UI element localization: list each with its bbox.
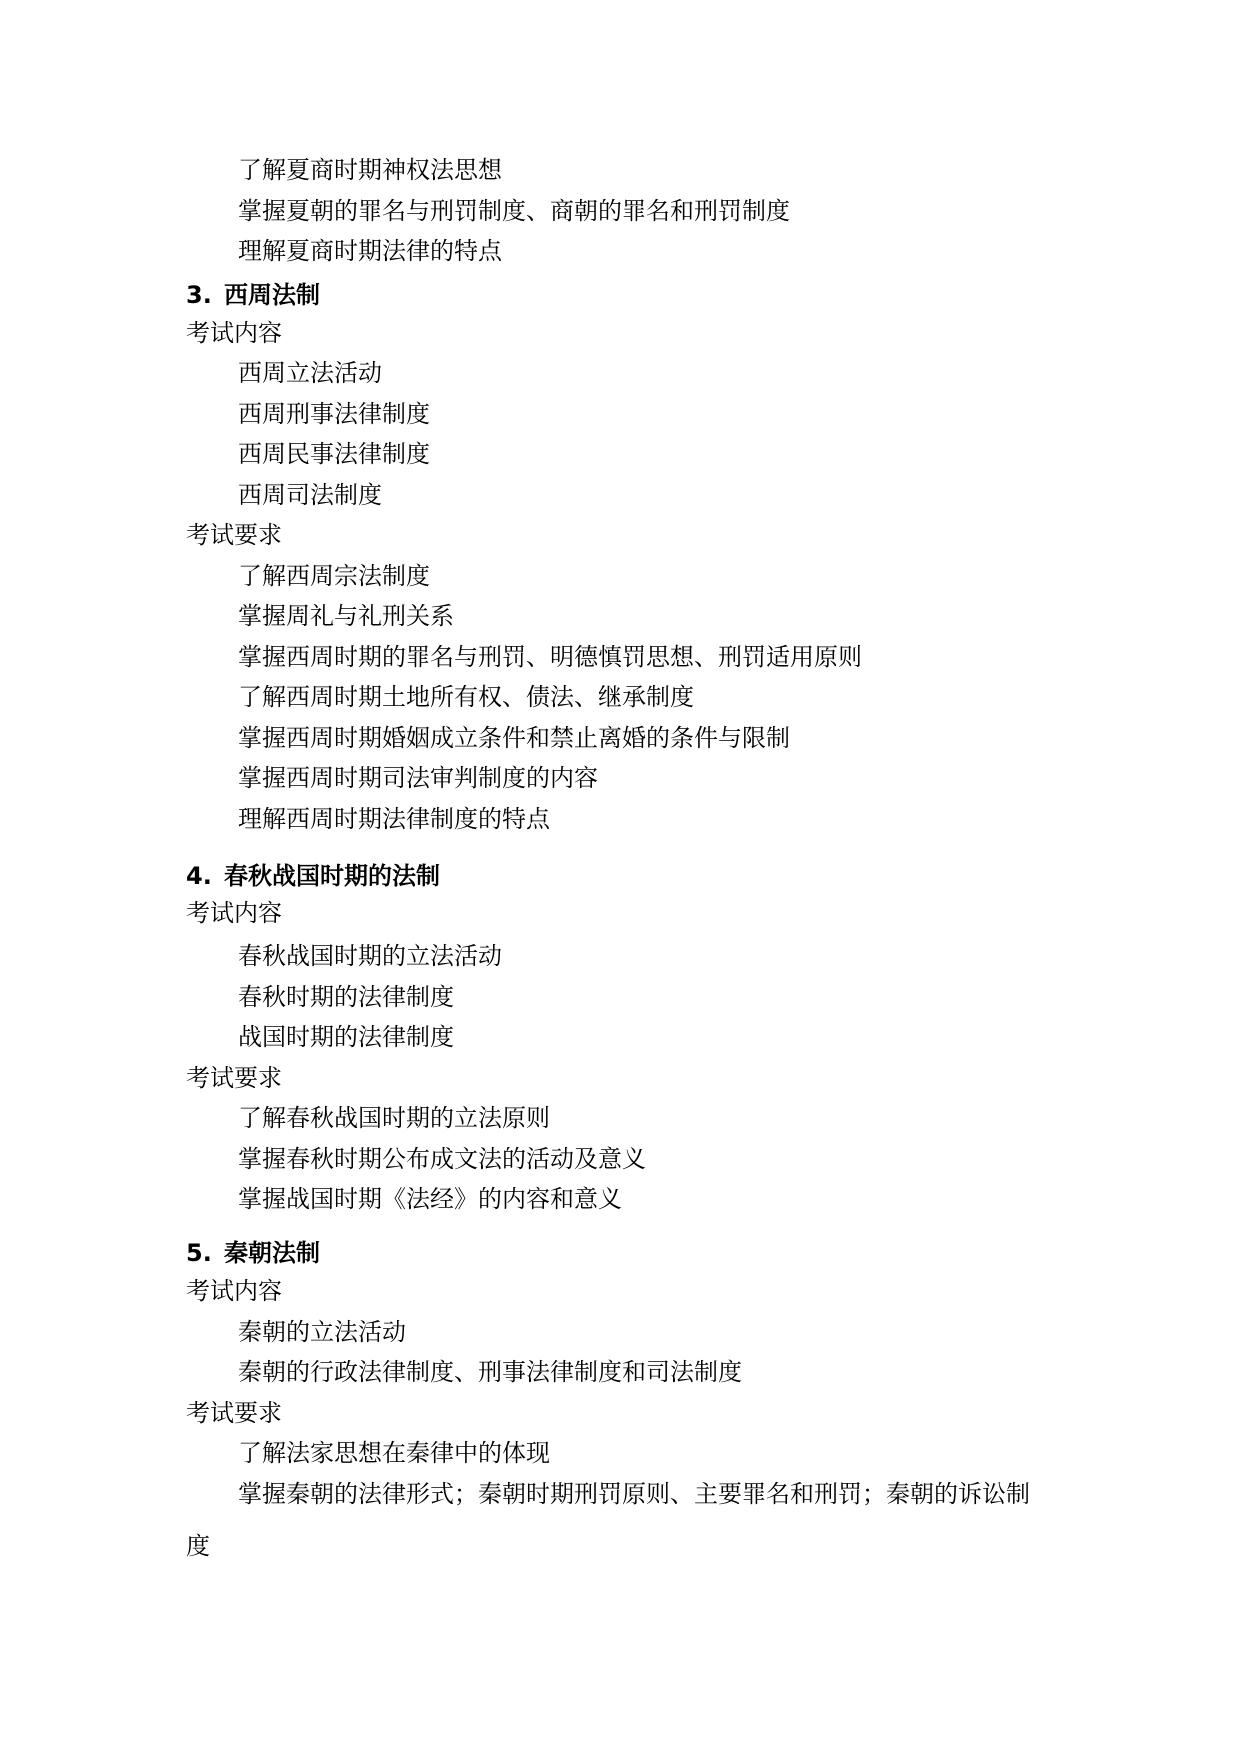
- content-item: 战国时期的法律制度: [238, 1023, 454, 1051]
- requirement-item: 掌握西周时期的罪名与刑罚、明德慎罚思想、刑罚适用原则: [238, 643, 862, 671]
- content-item: 秦朝的行政法律制度、刑事法律制度和司法制度: [238, 1358, 742, 1386]
- requirement-item: 掌握春秋时期公布成文法的活动及意义: [238, 1145, 646, 1173]
- requirement-item: 了解西周宗法制度: [238, 562, 430, 590]
- section-heading: [186, 861, 440, 891]
- content-item: 西周民事法律制度: [238, 440, 430, 468]
- subsection-label: 考试要求: [186, 1399, 282, 1427]
- content-item: 西周司法制度: [238, 481, 382, 509]
- content-item: 西周刑事法律制度: [238, 400, 430, 428]
- section-number: 5.: [186, 1239, 212, 1267]
- content-item: 春秋战国时期的立法活动: [238, 942, 502, 970]
- section-title: 西周法制: [224, 281, 320, 309]
- requirement-item: 掌握战国时期《法经》的内容和意义: [238, 1185, 622, 1213]
- section-number: 3.: [186, 281, 212, 309]
- requirement-item: 了解夏商时期神权法思想: [238, 156, 502, 184]
- subsection-label: 考试要求: [186, 521, 282, 549]
- content-item: 秦朝的立法活动: [238, 1318, 406, 1346]
- requirement-item: 了解西周时期土地所有权、债法、继承制度: [238, 683, 694, 711]
- section-heading: [186, 1238, 320, 1268]
- requirement-item: 理解夏商时期法律的特点: [238, 237, 502, 265]
- requirement-item: 掌握西周时期婚姻成立条件和禁止离婚的条件与限制: [238, 724, 790, 752]
- section-number: 4.: [186, 862, 212, 890]
- requirement-item-continuation: 度: [186, 1532, 210, 1560]
- section-title: 秦朝法制: [224, 1239, 320, 1267]
- requirement-item: 掌握周礼与礼刑关系: [238, 602, 454, 630]
- requirement-item: 掌握西周时期司法审判制度的内容: [238, 764, 598, 792]
- subsection-label: 考试要求: [186, 1064, 282, 1092]
- content-item: 春秋时期的法律制度: [238, 983, 454, 1011]
- requirement-item: 了解春秋战国时期的立法原则: [238, 1104, 550, 1132]
- section-heading: [186, 280, 320, 310]
- content-item: 西周立法活动: [238, 359, 382, 387]
- subsection-label: 考试内容: [186, 1277, 282, 1305]
- subsection-label: 考试内容: [186, 319, 282, 347]
- requirement-item: 掌握秦朝的法律形式；秦朝时期刑罚原则、主要罪名和刑罚；秦朝的诉讼制: [238, 1480, 1030, 1508]
- requirement-item: 理解西周时期法律制度的特点: [238, 805, 550, 833]
- section-title: 春秋战国时期的法制: [224, 862, 440, 890]
- subsection-label: 考试内容: [186, 899, 282, 927]
- requirement-item: 掌握夏朝的罪名与刑罚制度、商朝的罪名和刑罚制度: [238, 197, 790, 225]
- requirement-item: 了解法家思想在秦律中的体现: [238, 1439, 550, 1467]
